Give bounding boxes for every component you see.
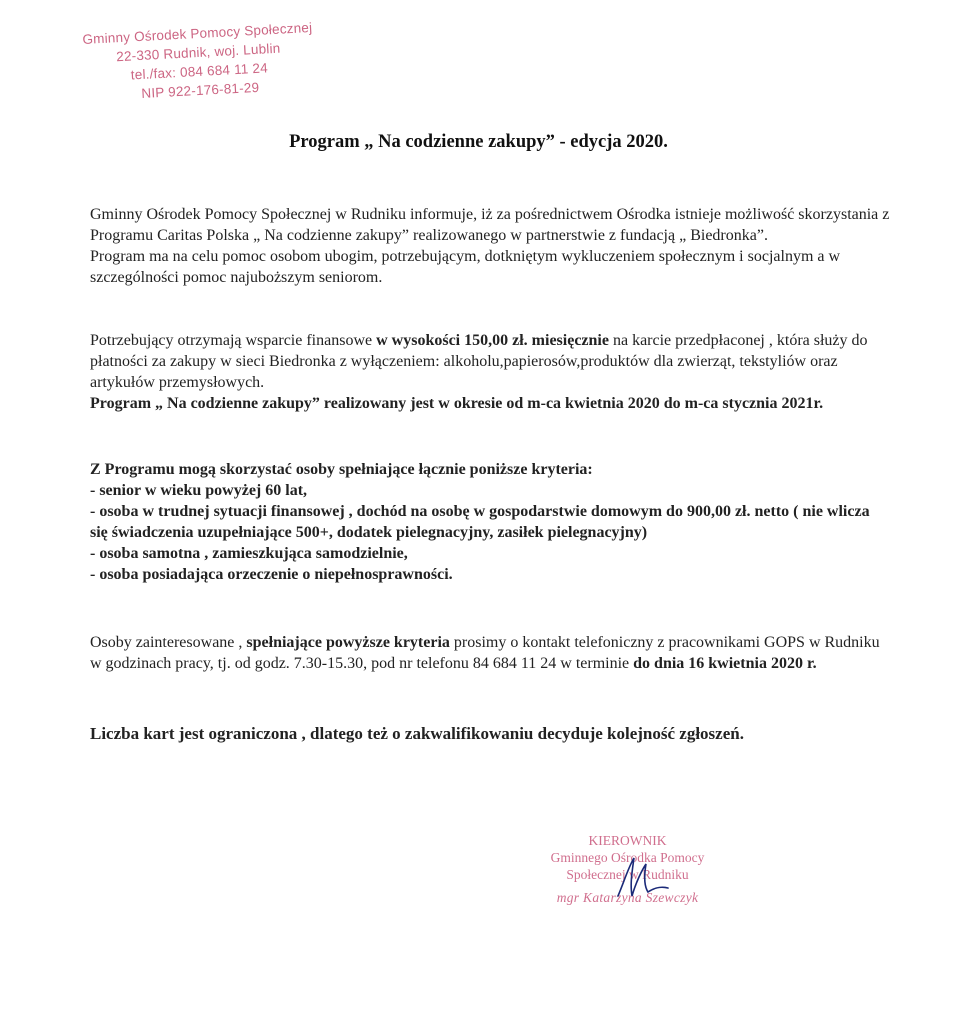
contact-text-start: Osoby zainteresowane , [90,634,247,651]
signature-stamp-title: KIEROWNIK [588,833,667,848]
handwritten-signature [612,852,672,902]
contact-paragraph [90,632,890,674]
contact-text [90,632,890,674]
support-text [90,330,890,393]
criteria-section [90,459,890,585]
support-text-end: na karcie przedpłaconej , która służy do płatności za zakupy w sieci Biedronka z wyłączeniem: alkoholu,papierosów,produktów dla zwierząt, tekstyliów oraz artykułów przemysłowych. [90,332,868,391]
criteria-heading: Z Programu mogą skorzystać osoby spełniające łącznie poniższe kryteria: [90,461,593,478]
criteria-item: - osoba samotna , zamieszkująca samodzielnie, [90,545,408,562]
criteria-item: - osoba w trudnej sytuacji finansowej , dochód na osobę w gospodarstwie domowym do 900,00 zł. netto ( nie wlicza się świadczenia uzupełniające 500+, dodatek pielegnacyjny, zasiłek pielegnacyjny) [90,503,870,541]
signature-stamp-org: Gminnego Ośrodka Pomocy [550,850,705,865]
criteria-item: - senior w wieku powyżej 60 lat, [90,482,308,499]
office-stamp [82,18,316,106]
support-amount: w wysokości 150,00 zł. miesięcznie [376,332,609,349]
support-text-start: Potrzebujący otrzymają wsparcie finansowe [90,332,377,349]
program-period: Program „ Na codzienne zakupy” realizowany jest w okresie od m-ca kwietnia 2020 do m-ca stycznia 2021r. [90,395,824,412]
support-paragraph [90,330,890,414]
stamp-line-address: 22-330 Rudnik, woj. Lublin [115,40,281,65]
contact-deadline: do dnia 16 kwietnia 2020 r. [633,655,817,672]
intro-text: Gminny Ośrodek Pomocy Społecznej w Rudniku informuje, iż za pośrednictwem Ośrodka istnieje możliwość skorzystania z Programu Caritas Polska „ Na codzienne zakupy” realizowanego w partnerstwie z fundacją „ Biedronka”. [90,206,890,244]
stamp-line-name: Gminny Ośrodek Pomocy Społecznej [82,19,313,47]
stamp-line-phone: tel./fax: 084 684 11 24 [130,60,269,83]
contact-criteria: spełniające powyższe kryteria [246,634,450,651]
limited-cards-notice: Liczba kart jest ograniczona , dlatego też o zakwalifikowaniu decyduje kolejność zgłoszeń. [90,724,744,743]
contact-text-middle: prosimy o kontakt telefoniczny z pracownikami GOPS w Rudniku w godzinach pracy, tj. od godz. 7.30-15.30, pod nr telefonu 84 684 11 24 w terminie [90,634,880,672]
notice-paragraph [90,722,890,745]
stamp-line-nip: NIP 922-176-81-29 [141,79,260,101]
intro-paragraph [90,204,890,288]
signature-stamp-name: mgr Katarzyna Szewczyk [556,890,699,905]
intro-purpose-text: Program ma na celu pomoc osobom ubogim, potrzebującym, dotkniętym wykluczeniem społecznym i socjalnym a w szczególności pomoc najuboższym seniorom. [90,248,841,286]
document-title: Program „ Na codzienne zakupy” - edycja 2020. [289,132,668,152]
signature-stamp-org-2: Społecznej w Rudniku [566,867,689,882]
criteria-item: - osoba posiadająca orzeczenie o niepełnosprawności. [90,566,453,583]
